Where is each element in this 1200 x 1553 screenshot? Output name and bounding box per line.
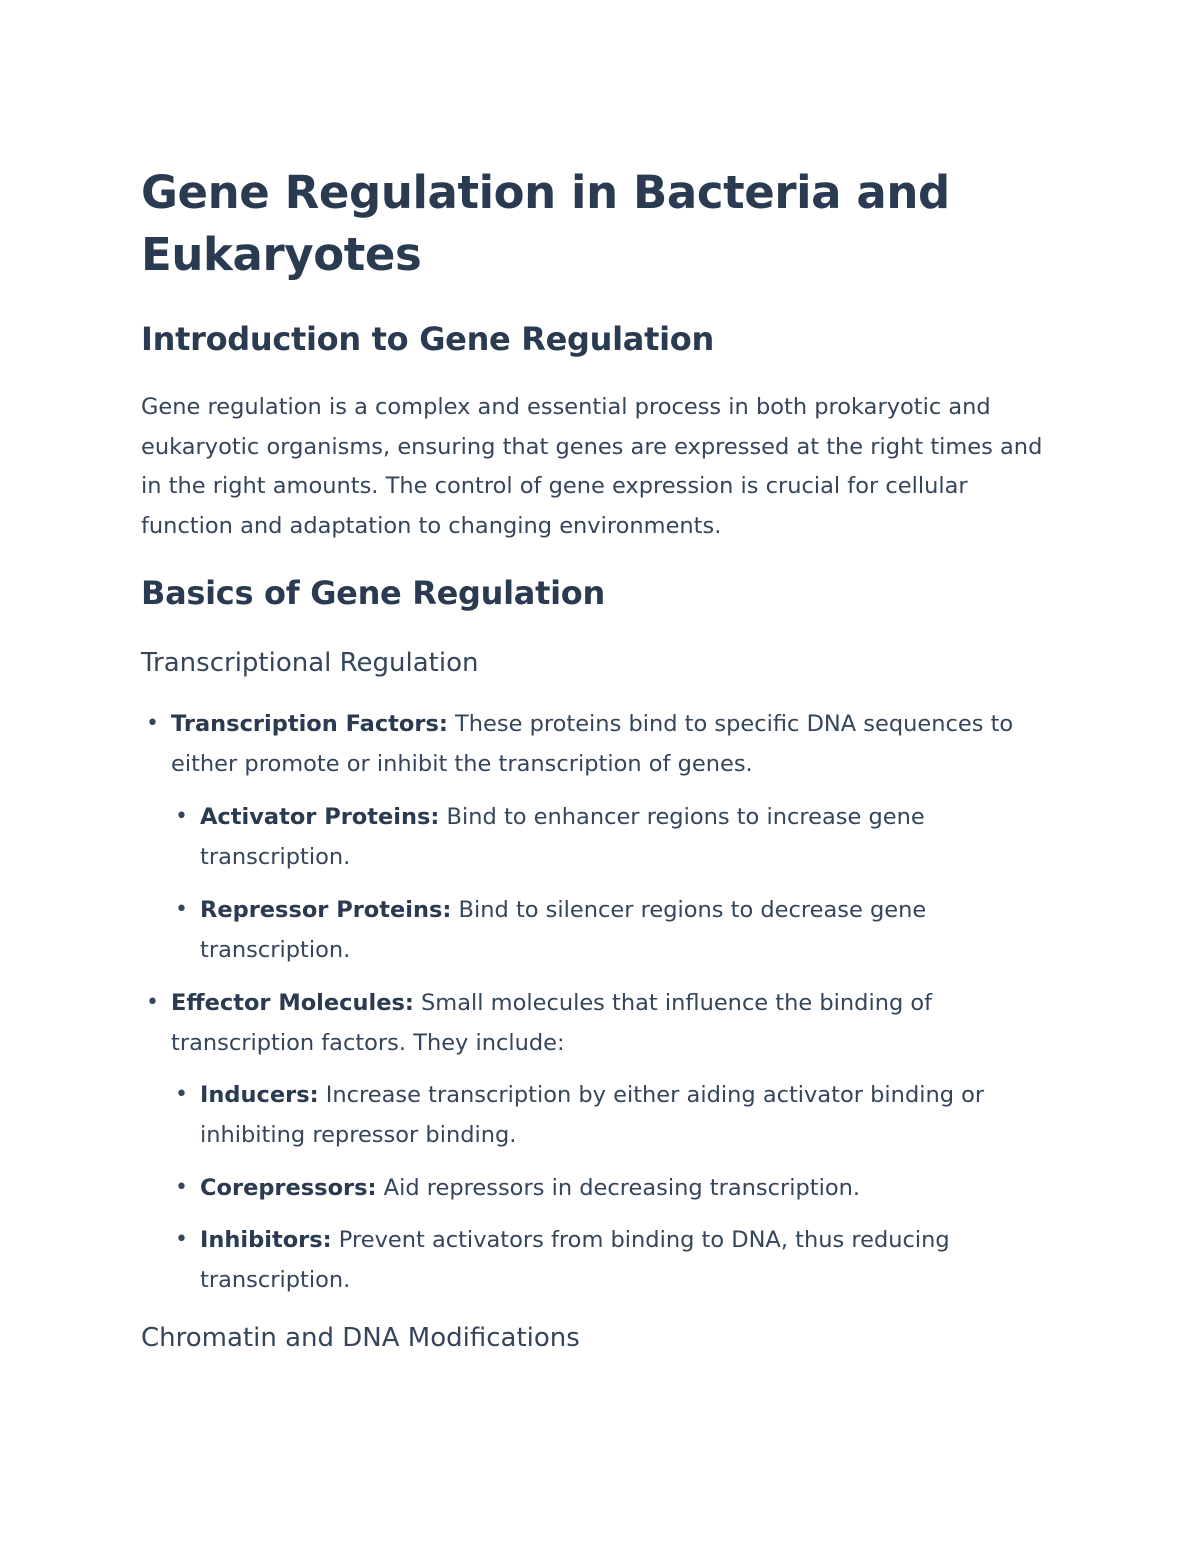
list-item — [175, 1168, 1050, 1208]
list-item — [146, 704, 1051, 784]
bullet-icon: • — [146, 990, 159, 1015]
bullet-icon: • — [175, 1082, 188, 1107]
bullet-icon: • — [175, 1227, 188, 1252]
list-item — [175, 890, 1050, 970]
subsection-heading-transcriptional: Transcriptional Regulation — [141, 648, 479, 678]
bullet-icon: • — [175, 1175, 188, 1200]
list-item-term: Repressor Proteins: — [200, 897, 452, 923]
list-item-term: Corepressors: — [200, 1175, 377, 1201]
list-item-term: Transcription Factors: — [171, 711, 448, 737]
list-item-text: Bind to enhancer regions to increase gene transcription. — [200, 804, 925, 870]
list-item-term: Effector Molecules: — [171, 990, 414, 1016]
bullet-icon: • — [175, 804, 188, 829]
list-item — [146, 983, 1051, 1063]
list-item-text: Prevent activators from binding to DNA, thus reducing transcription. — [200, 1227, 950, 1293]
list-item-term: Inducers: — [200, 1082, 319, 1108]
list-item — [175, 797, 1050, 877]
list-item-text: Aid repressors in decreasing transcription. — [376, 1175, 861, 1201]
list-item — [175, 1220, 1050, 1300]
list-item-term: Inhibitors: — [200, 1227, 332, 1253]
intro-paragraph: Gene regulation is a complex and essential process in both prokaryotic and eukaryotic organisms, ensuring that genes are expressed at the right times and in the right amounts. The control of gene expression is crucial for cellular function and adaptation to changing environments. — [141, 394, 1043, 539]
subsection-heading-chromatin: Chromatin and DNA Modifications — [141, 1323, 580, 1353]
section-heading-basics: Basics of Gene Regulation — [141, 574, 605, 612]
list-item-text: Increase transcription by either aiding activator binding or inhibiting repressor binding. — [200, 1082, 985, 1148]
bullet-icon: • — [146, 711, 159, 736]
section-heading-introduction: Introduction to Gene Regulation — [141, 320, 714, 358]
list-item-text: Small molecules that influence the binding of transcription factors. They include: — [171, 990, 933, 1056]
list-item-text: These proteins bind to specific DNA sequences to either promote or inhibit the transcription of genes. — [171, 711, 1014, 777]
document-title: Gene Regulation in Bacteria and Eukaryotes — [141, 166, 950, 281]
list-item — [175, 1075, 1050, 1155]
list-item-term: Activator Proteins: — [200, 804, 440, 830]
bullet-icon: • — [175, 897, 188, 922]
list-item-text: Bind to silencer regions to decrease gene transcription. — [200, 897, 927, 963]
